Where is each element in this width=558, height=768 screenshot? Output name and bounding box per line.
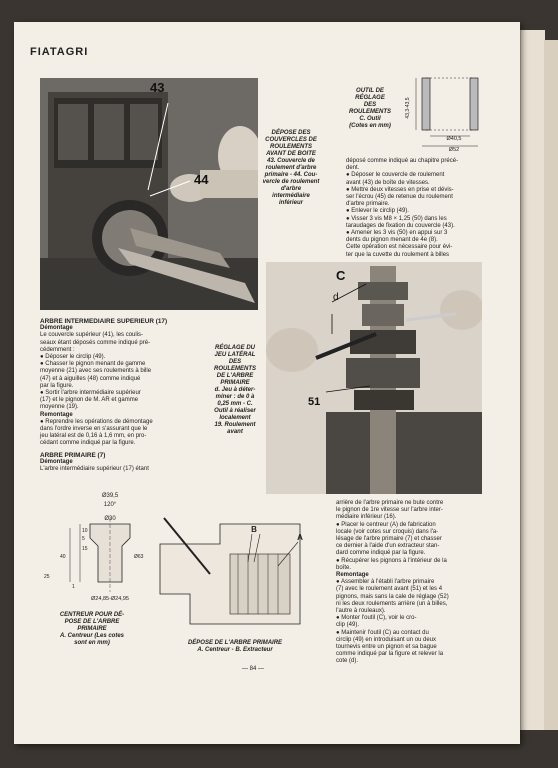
caption-line: avant [227, 429, 243, 435]
text-line: par la figure. [40, 382, 74, 389]
caption-line: ROULEMENTS [349, 109, 391, 115]
caption-line: (Cotes en mm) [349, 123, 391, 129]
text-line: ● Assembler à l'établi l'arbre primaire [336, 579, 435, 586]
text-line: ● Déposer le circlip (49). [40, 354, 106, 361]
text-line: ● Enlever le circlip (49). [346, 208, 409, 215]
subheading-demontage-2: Démontage [40, 458, 73, 465]
dim-25: 25 [44, 574, 50, 580]
caption-covers [256, 130, 326, 207]
dim-height: 43,3-43,5 [405, 97, 411, 119]
caption-line: d'arbre [280, 186, 302, 192]
caption-line: DÉPOSE DES [271, 130, 311, 136]
text-line: comme indiqué par la figure et relever la [336, 651, 444, 658]
text-line: d'arbre primaire. [346, 201, 390, 208]
caption-line: PRIMAIRE [220, 380, 250, 386]
text-line: Cette opération est nécessaire pour évi- [346, 244, 453, 251]
text-line: avant (43) de boîte de vitesses. [346, 179, 430, 186]
text-line: clip (49). [336, 622, 360, 629]
photo-bearing-play-art [266, 262, 482, 494]
dim-outer: Ø52 [448, 147, 460, 153]
caption-line: Outil à réaliser [214, 408, 256, 414]
caption-line: COUVERCLES DE [265, 137, 317, 143]
text-line: ce dernier à l'aide d'un extracteur stan- [336, 543, 440, 550]
label-a: A [297, 533, 303, 542]
text-line: moyenne (21) avec ses roulements à bille [40, 368, 152, 375]
text-line: seaux étant déposés comme indiqué pré- [40, 339, 151, 346]
text-line: pignons, mais sans la cale de réglage (52) [336, 593, 449, 600]
text-line: ● Monter l'outil (C), voir le cro- [336, 615, 417, 622]
caption-line: DES [228, 359, 242, 365]
dim-1: 1 [72, 584, 75, 590]
text-line: moyenne (19). [40, 404, 79, 411]
adjacent-page-edge-2 [544, 40, 558, 730]
text-line: (47) et à aiguilles (48) comme indiqué [40, 375, 141, 382]
text-line: le pignon de 1re vitesse sur l'arbre inter- [336, 507, 443, 514]
caption-line: A. Centreur - B. Extracteur [197, 647, 273, 653]
text-line: dent. [346, 165, 360, 172]
text-line: ● Récupérer les pignons à l'intérieur de la [336, 557, 447, 564]
dim-d-bottom: Ø24,85-Ø24,95 [91, 596, 129, 602]
section-title-arbre-primaire: ARBRE PRIMAIRE (7) [40, 451, 106, 459]
dim-15: 15 [82, 546, 88, 552]
text-line: lésage de l'arbre primaire (7) et chasser [336, 536, 442, 543]
text-line: cédant comme indiqué par la figure. [40, 440, 136, 447]
text-line: boîte. [336, 564, 352, 571]
dim-5: 5 [82, 536, 85, 542]
caption-line: miner : de 0 à [215, 394, 255, 400]
caption-line: PRIMAIRE [77, 626, 107, 632]
text-line: l'autre à rouleaux). [336, 608, 386, 615]
dim-angle: 120° [103, 502, 117, 508]
text-line: ni les deux roulements arrière (un à billes, [336, 600, 448, 607]
caption-line: localement [219, 415, 251, 421]
text-line: dans l'ordre inverse en s'assurant que le [40, 426, 148, 433]
adjacent-page-edge [520, 30, 545, 730]
text-line: taraudages de fixation du couvercle (43). [346, 222, 455, 229]
label-b: B [251, 525, 257, 534]
caption-line: 43. Couvercle de [267, 158, 315, 164]
drawing-centreur [30, 488, 160, 608]
text-block-right-bottom [336, 500, 514, 666]
caption-line: 19. Roulement [214, 422, 256, 428]
text-line: ● Déposer le couvercle de roulement [346, 172, 445, 179]
page-number: — 84 — [242, 666, 265, 672]
text-line: (17) et le pignon de M. AR et gamme [40, 397, 139, 404]
drawing-tool-c [400, 72, 500, 154]
text-line: ● Chasser le pignon menant de gamme [40, 361, 146, 368]
caption-line: AVANT DE BOITE [266, 151, 316, 157]
text-line: circlip (49) en introduisant un ou deux [336, 636, 437, 643]
caption-line: ROULEMENTS [270, 144, 312, 150]
dim-40: 40 [60, 554, 66, 560]
caption-line: OUTIL DE [356, 88, 384, 94]
caption-line: A. Centreur (Les cotes [59, 633, 125, 639]
text-line: ter que la cuvette du roulement à billes [346, 251, 450, 258]
subheading-demontage: Démontage [40, 325, 73, 332]
caption-tool [340, 88, 400, 130]
caption-line: sont en mm) [74, 640, 110, 646]
subheading-remontage: Remontage [40, 411, 73, 418]
page-header: FIATAGRI [30, 46, 89, 58]
text-line: jeu latéral est de 0,16 à 1,6 mm, en pro- [40, 433, 147, 440]
dim-10: 10 [82, 528, 88, 534]
caption-line: primaire - 44. Cou- [264, 172, 318, 178]
caption-bearing-play [203, 345, 267, 436]
caption-line: CENTREUR POUR DÉ- [59, 612, 125, 618]
text-line: ● Sortir l'arbre intermédiaire supérieur [40, 390, 141, 397]
label-c: C [336, 268, 346, 283]
text-line: ● Visser 3 vis M8 × 1,25 (50) dans les [346, 215, 447, 222]
caption-line: intermédiaire [272, 193, 310, 199]
text-line: (7) avec le roulement avant (51) et les 4 [336, 586, 443, 593]
text-line: tournevis entre un pignon et sa bague [336, 644, 437, 651]
text-block-left [40, 318, 198, 473]
label-43: 43 [150, 80, 165, 95]
dim-inner: Ø40,5 [446, 136, 462, 142]
caption-line: DÉPOSE DE L'ARBRE PRIMAIRE [187, 640, 283, 646]
text-line: arrière de l'arbre primaire ne bute contre [336, 500, 444, 506]
caption-depose-arbre [170, 640, 300, 654]
text-line: ● Placer le centreur (A) de fabrication [336, 521, 436, 528]
text-line: Le couvercle supérieur (41), les coulis- [40, 332, 144, 339]
label-44: 44 [194, 172, 209, 187]
caption-line: 0,25 mm - C. [217, 401, 253, 407]
caption-line: RÉGLAGE [355, 95, 385, 101]
text-line: dents du pignon menant de 4e (8). [346, 237, 438, 244]
caption-centreur [40, 612, 144, 647]
text-line: déposé comme indiqué au chapitre précé- [346, 158, 459, 164]
photo-bearing-play [266, 262, 482, 494]
text-line: locale (voir cotes sur croquis) dans l'a- [336, 528, 439, 535]
text-line: ● Reprendre les opérations de démontage [40, 418, 153, 425]
caption-line: DES [363, 102, 377, 108]
text-line: ● Mettre deux vitesses en prise et dévis- [346, 186, 454, 193]
photo-gearbox-covers [40, 78, 258, 310]
dim-d-mid: Ø30 [104, 516, 116, 522]
subheading-remontage-2: Remontage [336, 572, 369, 579]
caption-line: RÉGLAGE DU [214, 345, 255, 351]
text-block-right-top [346, 158, 516, 259]
text-line: ● Amener les 3 vis (50) en appui sur 3 [346, 230, 448, 237]
caption-line: roulement d'arbre [265, 165, 317, 171]
caption-line: ROULEMENTS [214, 366, 256, 372]
text-line: L'arbre intermédiaire supérieur (17) étant [40, 466, 149, 473]
section-title-arbre-intermediaire: ARBRE INTERMEDIAIRE SUPERIEUR (17) [40, 318, 168, 325]
caption-line: vercle de roulement [262, 179, 320, 185]
dim-d-top: Ø39,5 [101, 493, 119, 499]
label-d: d [333, 292, 339, 303]
drawing-depose-arbre [150, 504, 320, 636]
caption-line: d. Jeu à déter- [214, 387, 256, 393]
text-line: cote (d). [336, 658, 359, 665]
text-line: médiaire inférieur (16). [336, 514, 397, 521]
dim-d-side: Ø63 [134, 554, 144, 560]
text-line: ● Maintenir l'outil (C) au contact du [336, 629, 429, 636]
caption-line: DE L'ARBRE [216, 373, 254, 379]
text-line: dard comme indiqué par la figure. [336, 550, 426, 557]
photo-gearbox-covers-art [40, 78, 258, 310]
label-51: 51 [308, 396, 321, 408]
caption-line: JEU LATÉRAL [214, 352, 256, 358]
text-line: cédemment : [40, 346, 75, 353]
caption-line: inférieur [278, 200, 303, 206]
caption-line: C. Outil [359, 116, 381, 122]
caption-line: POSE DE L'ARBRE [64, 619, 120, 625]
text-line: ser l'écrou (45) de retenue du roulement [346, 194, 453, 201]
